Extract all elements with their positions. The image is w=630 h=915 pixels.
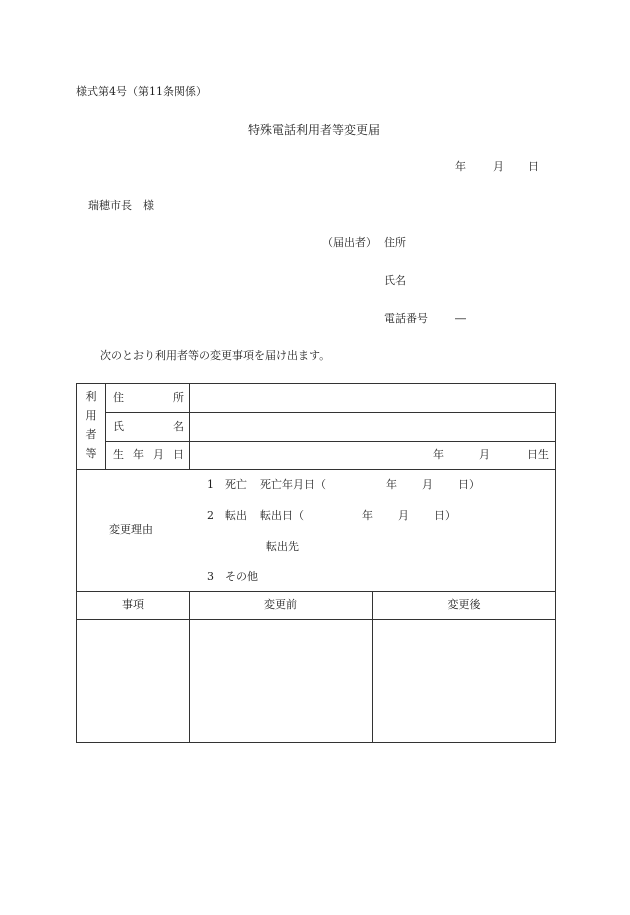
page-title: 特殊電話利用者等変更届 xyxy=(248,123,381,137)
col-divider xyxy=(372,591,373,743)
row-divider xyxy=(77,591,556,592)
applicant-phone-label: 電話番号 xyxy=(384,312,428,325)
applicant-phone-dash: ― xyxy=(455,312,466,325)
row-divider xyxy=(105,412,556,413)
reason-move-month: 月 xyxy=(398,509,409,522)
applicant-address-label: 住所 xyxy=(384,236,406,249)
name-label-char: 氏 xyxy=(113,420,124,433)
reason-move-destination: 転出先 xyxy=(266,540,299,553)
reason-move-num: 2 xyxy=(207,509,214,522)
change-table xyxy=(76,383,556,743)
row-divider xyxy=(77,619,556,620)
reason-move: 転出 xyxy=(225,509,247,522)
reason-death-month: 月 xyxy=(422,478,433,491)
birth-label-char: 年 xyxy=(133,448,144,461)
reason-move-date-label: 転出日（ xyxy=(260,509,304,522)
applicant-name-label: 氏名 xyxy=(384,274,406,287)
reason-death-day: 日） xyxy=(458,478,480,491)
column-header-before: 変更前 xyxy=(264,598,297,611)
user-label-char: 利 xyxy=(85,390,97,403)
column-header-item: 事項 xyxy=(122,598,144,611)
address-label-char: 所 xyxy=(173,391,184,404)
reason-death-year: 年 xyxy=(386,478,397,491)
applicant-label: （届出者） xyxy=(322,236,377,249)
col-divider xyxy=(189,384,190,470)
row-divider xyxy=(105,441,556,442)
reason-death: 死亡 xyxy=(225,478,247,491)
user-label-char: 者 xyxy=(85,428,97,441)
col-divider xyxy=(189,591,190,743)
reason-other: その他 xyxy=(225,570,258,583)
reason-move-year: 年 xyxy=(362,509,373,522)
birth-month: 月 xyxy=(479,448,490,461)
birth-label-char: 日 xyxy=(173,448,184,461)
row-divider xyxy=(77,469,556,470)
birth-day: 日生 xyxy=(527,448,549,461)
date-day: 日 xyxy=(528,160,539,173)
intro-text: 次のとおり利用者等の変更事項を届け出ます。 xyxy=(100,349,331,362)
name-label-char: 名 xyxy=(173,420,184,433)
col-divider xyxy=(105,384,106,470)
reason-label: 変更理由 xyxy=(109,523,153,536)
user-label-char: 用 xyxy=(85,409,97,422)
addressee: 瑞穂市長 様 xyxy=(88,199,154,212)
column-header-after: 変更後 xyxy=(447,598,481,611)
address-label-char: 住 xyxy=(113,391,124,404)
date-year: 年 xyxy=(455,160,466,173)
birth-label-char: 生 xyxy=(113,448,124,461)
birth-label-char: 月 xyxy=(153,448,164,461)
date-month: 月 xyxy=(493,160,504,173)
reason-death-date-label: 死亡年月日（ xyxy=(260,478,326,491)
reason-death-num: 1 xyxy=(207,478,214,491)
birth-year: 年 xyxy=(433,448,444,461)
user-label-char: 等 xyxy=(85,447,97,460)
reason-other-num: 3 xyxy=(207,570,214,583)
reason-move-day: 日） xyxy=(434,509,456,522)
form-number: 様式第4号（第11条関係） xyxy=(76,85,207,98)
